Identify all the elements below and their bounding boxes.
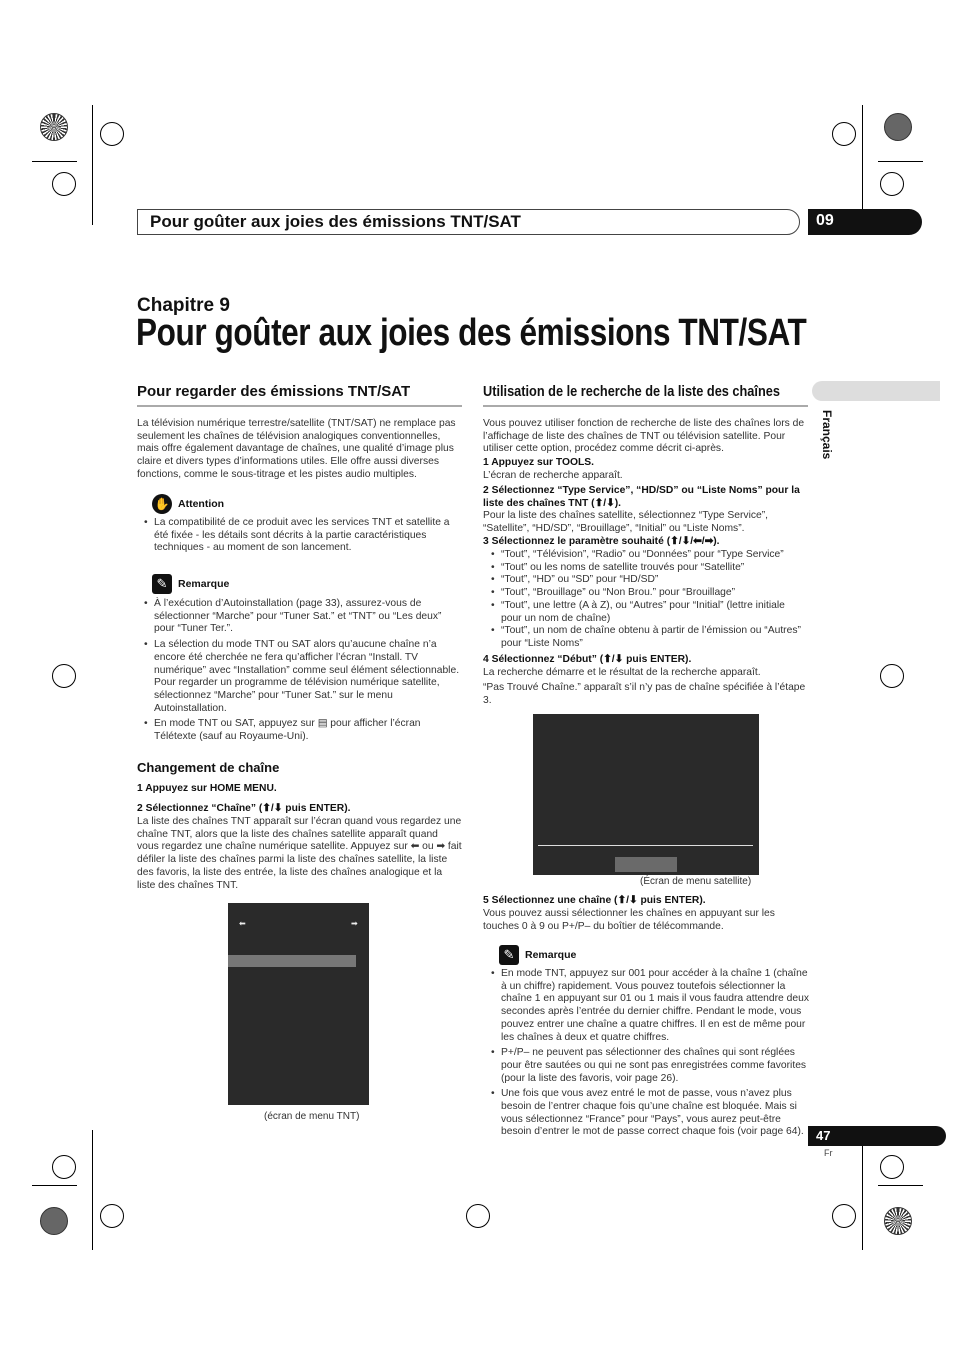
crosshair-target	[52, 1155, 76, 1179]
crop-mark	[878, 1185, 923, 1186]
step-1: 1 Appuyez sur TOOLS.	[483, 457, 594, 468]
tnt-screen-caption: (écran de menu TNT)	[264, 1111, 360, 1122]
crop-mark	[92, 105, 93, 225]
crosshair-target	[880, 1155, 904, 1179]
language-code: Fr	[824, 1148, 833, 1158]
screen-divider	[538, 845, 753, 846]
step-1: 1 Appuyez sur HOME MENU.	[137, 783, 277, 794]
attention-block	[152, 494, 224, 514]
right-section-heading: Utilisation de le recherche de la liste des chaînes	[483, 383, 780, 400]
list-item: • En mode TNT ou SAT, appuyez sur ▤ pour afficher l’écran Télétexte (sauf au Royaume-Uni).	[144, 718, 462, 743]
arrow-right-icon: ➡	[351, 919, 358, 928]
crop-mark	[862, 105, 863, 225]
list-item: • La compatibilité de ce produit avec les services TNT et satellite a été fixée - les détails sont décrits à la partie caractéristiques techniques - au moment de son lancement.	[144, 517, 462, 555]
list-item: • “Tout” ou les noms de satellite trouvés pour “Satellite”	[491, 562, 808, 575]
list-item: • “Tout”, “HD” ou “SD” pour “HD/SD”	[491, 574, 808, 587]
note-block	[152, 574, 229, 594]
step-4-text-1: La recherche démarre et le résultat de la recherche apparaît.	[483, 667, 761, 678]
note-block	[499, 945, 576, 965]
hand-warning-icon: ✋	[152, 494, 172, 514]
list-item: • À l’exécution d’Autoinstallation (page 33), assurez-vous de sélectionner “Marche” pour “Tuner Sat.” et “TNT” ou “Les deux” pour “Tuner Ter.”.	[144, 598, 462, 636]
chapter-number-badge: 09	[808, 209, 922, 235]
attention-list	[144, 517, 462, 555]
step-5-text: Vous pouvez aussi sélectionner les chaînes en appuyant sur les touches 0 à 9 ou P+/P– du boîtier de télécommande.	[483, 908, 775, 932]
language-side-tab	[812, 381, 940, 401]
registration-mark-bottom-right	[884, 1207, 912, 1235]
crosshair-target	[880, 664, 904, 688]
note-pencil-icon: ✎	[152, 574, 172, 594]
registration-mark-bottom-left	[40, 1207, 68, 1235]
registration-mark-top-right	[884, 113, 912, 141]
chapter-header-bar	[137, 209, 800, 235]
screen-button	[615, 857, 677, 872]
left-section-heading: Pour regarder des émissions TNT/SAT	[137, 383, 411, 400]
crosshair-target	[832, 1204, 856, 1228]
step-2: 2 Sélectionnez “Chaîne” (⬆/⬇ puis ENTER).	[137, 803, 351, 814]
crosshair-target	[466, 1204, 490, 1228]
note-label: Remarque	[525, 949, 577, 961]
crop-mark	[862, 1130, 863, 1250]
step-3-list	[491, 549, 808, 651]
step-2-text: Pour la liste des chaînes satellite, sélectionnez “Type Service”, “Satellite”, “HD/SD”, “Brouillage”, “Initial” ou “Liste Noms”.	[483, 510, 769, 534]
crosshair-target	[832, 122, 856, 146]
step-4: 4 Sélectionnez “Début” (⬆/⬇ puis ENTER).	[483, 654, 692, 665]
crosshair-target	[100, 122, 124, 146]
crosshair-target	[52, 664, 76, 688]
crosshair-target	[880, 172, 904, 196]
registration-mark-top-left	[40, 113, 68, 141]
crop-mark	[878, 161, 923, 162]
note-list	[144, 598, 462, 744]
list-item: • La sélection du mode TNT ou SAT alors qu’aucune chaîne n’a encore été cherchée ne fera qu’afficher l’écran “Install. TV numérique” avec “Installation” comme seul élément sélectionnable. Pour regarder un programme de télévision numérique satellite, sélectionnez “Marche” pour “Tuner Sat.” sur le menu Autoinstallation.	[144, 639, 462, 715]
list-item: • “Tout”, une lettre (A à Z), ou “Autres” pour “Initial” (lettre initiale pour un nom de chaîne)	[491, 600, 808, 625]
list-item: • “Tout”, “Brouillage” ou “Non Brou.” pour “Brouillage”	[491, 587, 808, 600]
crosshair-target	[100, 1204, 124, 1228]
header-title: Pour goûter aux joies des émissions TNT/SAT	[150, 212, 521, 231]
selected-row-highlight	[228, 955, 356, 967]
satellite-menu-screen	[533, 714, 759, 875]
list-item: • En mode TNT, appuyez sur 001 pour accéder à la chaîne 1 (chaîne à un chiffre) rapidement. Vous pouvez toutefois sélectionner la chaîne 1 en appuyant sur 01 ou 1 mais il vous faudra attendre deux secondes après l’entrée du dernier chiffre. Pendant le mode, vous pouvez entrer une chaîne a quatre chiffres. Il en est de même pour les chaînes à deux et quatre chiffres.	[491, 968, 809, 1044]
heading-underline	[483, 405, 808, 407]
page-number-badge: 47	[808, 1126, 946, 1146]
list-item: • “Tout”, “Télévision”, “Radio” ou “Données” pour “Type Service”	[491, 549, 808, 562]
satellite-screen-caption: (Écran de menu satellite)	[640, 876, 752, 887]
list-item: • P+/P– ne peuvent pas sélectionner des chaînes qui sont réglées pour être sautées ou qui ne sont pas enregistrées comme favorites (pour la liste des favoris, voir page 26).	[491, 1047, 809, 1085]
crop-mark	[92, 1130, 93, 1250]
crop-mark	[32, 1185, 77, 1186]
sub-heading: Changement de chaîne	[137, 760, 280, 775]
step-2: 2 Sélectionnez “Type Service”, “HD/SD” ou “Liste Noms” pour la liste des chaînes TNT (⬆/⬇).	[483, 485, 800, 509]
step-5: 5 Sélectionnez une chaîne (⬆/⬇ puis ENTER).	[483, 895, 706, 906]
left-intro: La télévision numérique terrestre/satellite (TNT/SAT) ne remplace pas seulement les chaînes de télévision analogiques conventionnelles, mais offre également davantage de chaînes, une qualité d’image plus claire et divers types d’informations utiles. Elle offre aussi diverses fonctions, comme le sous-titrage et les pistes audio multiples.	[137, 418, 456, 480]
note-label: Remarque	[178, 578, 230, 590]
language-label: Français	[820, 410, 834, 460]
step-2-text: La liste des chaînes TNT apparaît sur l’écran quand vous regardez une chaîne TNT, alors que la liste des chaînes satellite apparaît quand vous regardez une chaîne numérique satellite. Appuyez sur ⬅ ou ➡ fait défiler la liste des chaînes parmi la liste des chaînes satellite, la liste des favoris, la liste des entrée, la liste des chaînes analogique et la liste des chaînes TNT.	[137, 816, 462, 891]
right-intro: Vous pouvez utiliser fonction de recherche de liste des chaînes lors de l’affichage de liste des chaînes de TNT ou télévision satellite. Pour utiliser cette option, procédez comme décrit ci-après.	[483, 418, 805, 455]
tnt-menu-screen	[228, 903, 369, 1105]
crop-mark	[32, 161, 77, 162]
arrow-left-icon: ⬅	[239, 919, 246, 928]
chapter-label: Chapitre 9	[137, 295, 230, 316]
note-pencil-icon: ✎	[499, 945, 519, 965]
step-3: 3 Sélectionnez le paramètre souhaité (⬆/⬇/⬅/➡).	[483, 536, 720, 547]
heading-underline	[137, 405, 462, 407]
page-title: Pour goûter aux joies des émissions TNT/SAT	[136, 312, 807, 354]
crosshair-target	[52, 172, 76, 196]
step-4-text-2: “Pas Trouvé Chaîne.” apparaît s’il n’y pas de chaîne spécifiée à l’étape 3.	[483, 682, 806, 706]
list-item: • Une fois que vous avez entré le mot de passe, vous n’avez plus besoin de l’entrer chaque fois qu’une chaîne est bloquée. Mais si vous sélectionnez “France” pour “Pays”, vous aurez peut-être besoin d’entrer le mot de passe correct chaque fois (voir page 64).	[491, 1088, 809, 1139]
note-list	[491, 968, 809, 1139]
attention-label: Attention	[178, 498, 225, 510]
step-1-text: L’écran de recherche apparaît.	[483, 470, 623, 481]
list-item: • “Tout”, un nom de chaîne obtenu à partir de l’émission ou “Autres” pour “Liste Noms”	[491, 625, 808, 650]
